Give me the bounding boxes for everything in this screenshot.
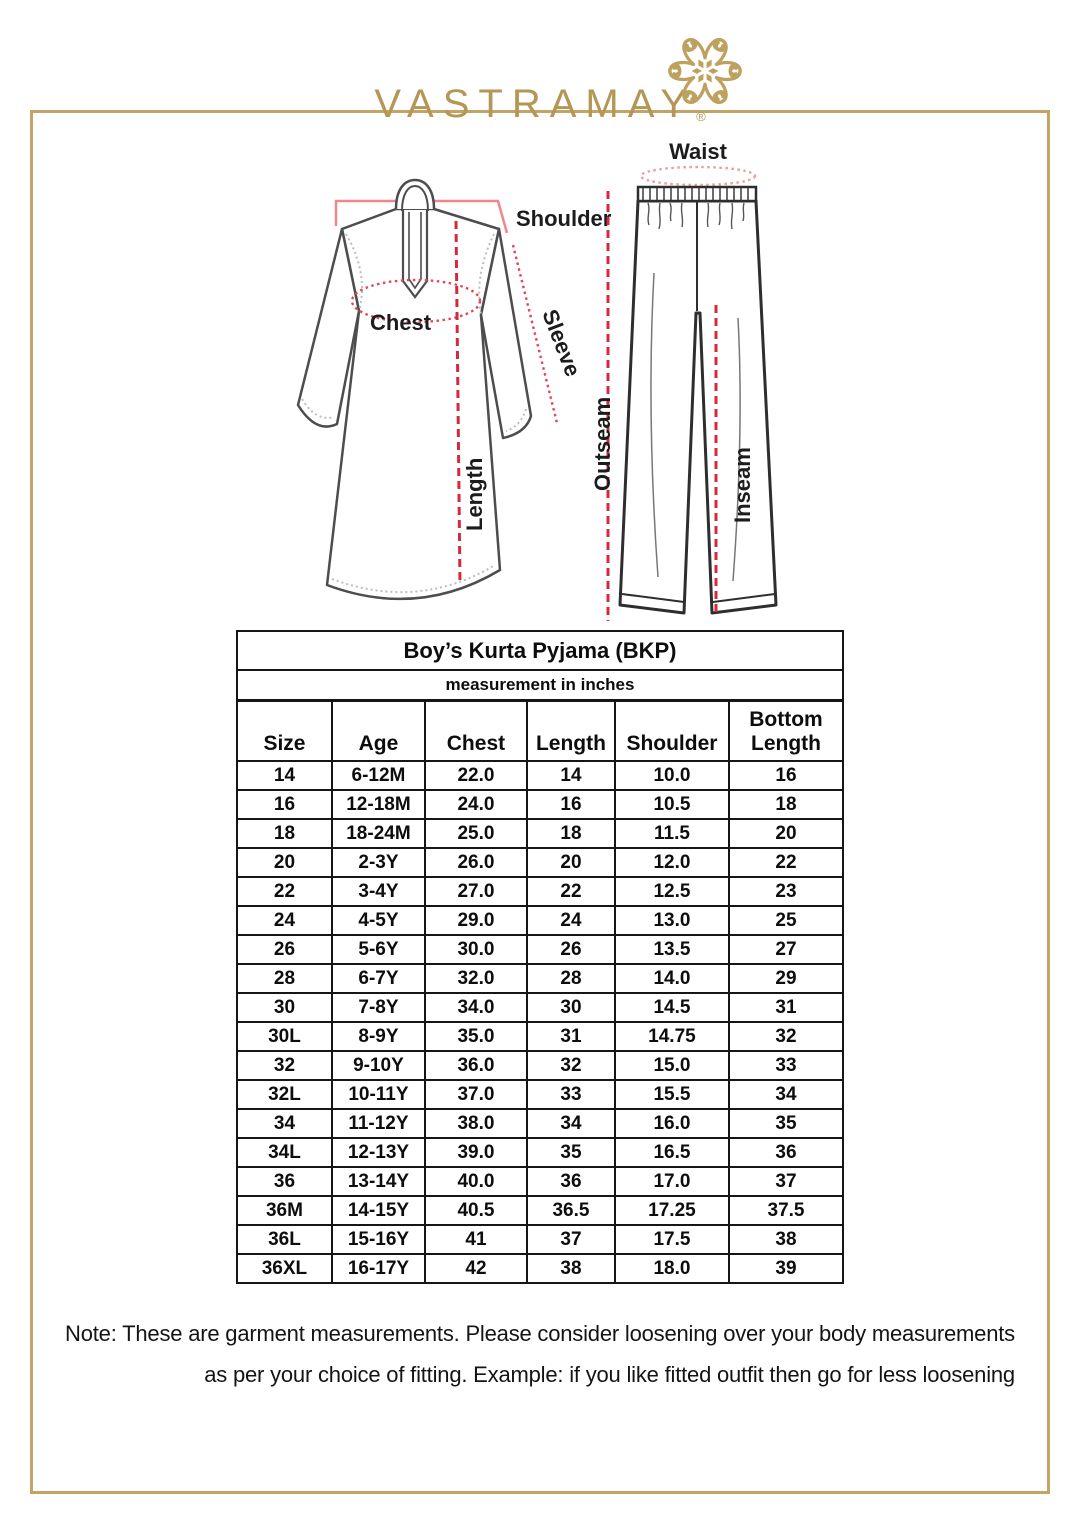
table-cell: 36L <box>237 1225 332 1254</box>
table-cell: 15.0 <box>615 1051 729 1080</box>
size-chart-page <box>0 82 1080 1395</box>
table-cell: 34L <box>237 1138 332 1167</box>
table-cell: 27.0 <box>425 877 527 906</box>
table-cell: 35 <box>729 1109 843 1138</box>
table-cell: 39.0 <box>425 1138 527 1167</box>
column-header-shoulder: Shoulder <box>615 701 729 762</box>
column-header-age: Age <box>332 701 425 762</box>
table-cell: 36M <box>237 1196 332 1225</box>
table-cell: 41 <box>425 1225 527 1254</box>
table-cell: 12.0 <box>615 848 729 877</box>
table-cell: 28 <box>237 964 332 993</box>
table-row <box>237 819 843 848</box>
table-cell: 34 <box>527 1109 615 1138</box>
table-cell: 34.0 <box>425 993 527 1022</box>
table-row <box>237 1196 843 1225</box>
table-cell: 6-12M <box>332 761 425 790</box>
table-cell: 38 <box>527 1254 615 1283</box>
table-cell: 7-8Y <box>332 993 425 1022</box>
table-cell: 26.0 <box>425 848 527 877</box>
table-cell: 32 <box>527 1051 615 1080</box>
table-cell: 4-5Y <box>332 906 425 935</box>
table-cell: 14-15Y <box>332 1196 425 1225</box>
table-cell: 32.0 <box>425 964 527 993</box>
table-row <box>237 1254 843 1283</box>
table-cell: 36 <box>237 1167 332 1196</box>
table-cell: 22.0 <box>425 761 527 790</box>
table-cell: 34 <box>237 1109 332 1138</box>
table-cell: 26 <box>237 935 332 964</box>
table-cell: 38 <box>729 1225 843 1254</box>
table-cell: 33 <box>729 1051 843 1080</box>
table-cell: 16 <box>527 790 615 819</box>
table-title: Boy’s Kurta Pyjama (BKP) <box>237 631 843 670</box>
table-row <box>237 1022 843 1051</box>
table-cell: 36 <box>729 1138 843 1167</box>
column-header-bottom-length: Bottom Length <box>729 701 843 762</box>
table-cell: 32 <box>729 1022 843 1051</box>
table-cell: 11.5 <box>615 819 729 848</box>
table-cell: 30L <box>237 1022 332 1051</box>
table-cell: 36.5 <box>527 1196 615 1225</box>
table-row <box>237 1080 843 1109</box>
table-cell: 16.0 <box>615 1109 729 1138</box>
table-row <box>237 1109 843 1138</box>
table-cell: 25.0 <box>425 819 527 848</box>
table-cell: 13.0 <box>615 906 729 935</box>
table-cell: 20 <box>527 848 615 877</box>
kurta-diagram <box>298 180 612 599</box>
table-cell: 12-13Y <box>332 1138 425 1167</box>
brand-wordmark: VASTRAMAY <box>374 82 697 126</box>
table-cell: 29 <box>729 964 843 993</box>
table-row <box>237 877 843 906</box>
waist-measure-ellipse <box>641 167 755 185</box>
table-row <box>237 1225 843 1254</box>
table-cell: 16 <box>237 790 332 819</box>
table-cell: 18-24M <box>332 819 425 848</box>
table-cell: 35 <box>527 1138 615 1167</box>
table-cell: 18 <box>527 819 615 848</box>
table-cell: 6-7Y <box>332 964 425 993</box>
table-cell: 8-9Y <box>332 1022 425 1051</box>
table-row <box>237 1167 843 1196</box>
note-line-2: as per your choice of fitting. Example: if you like fitted outfit then go for less loosening <box>204 1361 1015 1387</box>
table-cell: 10.5 <box>615 790 729 819</box>
table-cell: 40.0 <box>425 1167 527 1196</box>
size-table <box>236 630 844 1284</box>
table-cell: 26 <box>527 935 615 964</box>
table-cell: 28 <box>527 964 615 993</box>
table-cell: 22 <box>237 877 332 906</box>
table-cell: 5-6Y <box>332 935 425 964</box>
table-cell: 31 <box>729 993 843 1022</box>
waist-label: Waist <box>669 139 727 164</box>
table-subtitle: measurement in inches <box>237 670 843 701</box>
table-title-row <box>237 631 843 670</box>
table-cell: 13-14Y <box>332 1167 425 1196</box>
table-cell: 13.5 <box>615 935 729 964</box>
table-cell: 12.5 <box>615 877 729 906</box>
table-cell: 16-17Y <box>332 1254 425 1283</box>
table-cell: 30 <box>237 993 332 1022</box>
table-cell: 32 <box>237 1051 332 1080</box>
table-row <box>237 964 843 993</box>
table-cell: 31 <box>527 1022 615 1051</box>
table-cell: 34 <box>729 1080 843 1109</box>
kurta-placket <box>403 210 427 297</box>
table-cell: 38.0 <box>425 1109 527 1138</box>
brand-mandala-icon <box>664 30 746 112</box>
garment-diagram-svg <box>270 133 810 633</box>
table-cell: 14.0 <box>615 964 729 993</box>
table-cell: 14 <box>527 761 615 790</box>
table-cell: 39 <box>729 1254 843 1283</box>
table-cell: 33 <box>527 1080 615 1109</box>
table-cell: 10.0 <box>615 761 729 790</box>
column-header-size: Size <box>237 701 332 762</box>
table-cell: 14.5 <box>615 993 729 1022</box>
table-cell: 16 <box>729 761 843 790</box>
table-cell: 18 <box>237 819 332 848</box>
table-cell: 17.0 <box>615 1167 729 1196</box>
shoulder-label: Shoulder <box>516 206 612 231</box>
table-cell: 35.0 <box>425 1022 527 1051</box>
table-cell: 40.5 <box>425 1196 527 1225</box>
table-cell: 16.5 <box>615 1138 729 1167</box>
table-cell: 36XL <box>237 1254 332 1283</box>
note-line-1: Note: These are garment measurements. Please consider loosening over your body measurements <box>65 1321 1015 1347</box>
table-cell: 20 <box>729 819 843 848</box>
table-header-row <box>237 701 843 762</box>
table-cell: 24 <box>237 906 332 935</box>
table-cell: 15.5 <box>615 1080 729 1109</box>
inseam-label: Inseam <box>730 447 755 523</box>
outseam-label: Outseam <box>590 396 615 491</box>
table-cell: 14 <box>237 761 332 790</box>
table-cell: 10-11Y <box>332 1080 425 1109</box>
table-cell: 25 <box>729 906 843 935</box>
waistband <box>638 187 756 201</box>
table-cell: 29.0 <box>425 906 527 935</box>
table-cell: 37.5 <box>729 1196 843 1225</box>
table-cell: 30.0 <box>425 935 527 964</box>
table-row <box>237 790 843 819</box>
measurement-diagram <box>270 133 810 638</box>
table-row <box>237 761 843 790</box>
table-row <box>237 1138 843 1167</box>
table-cell: 22 <box>527 877 615 906</box>
table-cell: 24.0 <box>425 790 527 819</box>
sleeve-label: Sleeve <box>537 305 586 380</box>
table-cell: 2-3Y <box>332 848 425 877</box>
table-cell: 37.0 <box>425 1080 527 1109</box>
table-cell: 22 <box>729 848 843 877</box>
table-cell: 17.25 <box>615 1196 729 1225</box>
table-cell: 24 <box>527 906 615 935</box>
table-cell: 14.75 <box>615 1022 729 1051</box>
table-cell: 15-16Y <box>332 1225 425 1254</box>
table-cell: 9-10Y <box>332 1051 425 1080</box>
table-cell: 18 <box>729 790 843 819</box>
table-cell: 42 <box>425 1254 527 1283</box>
table-row <box>237 906 843 935</box>
length-label: Length <box>462 457 487 531</box>
table-cell: 12-18M <box>332 790 425 819</box>
table-cell: 18.0 <box>615 1254 729 1283</box>
table-subtitle-row <box>237 670 843 701</box>
table-cell: 3-4Y <box>332 877 425 906</box>
table-row <box>237 1051 843 1080</box>
table-cell: 36.0 <box>425 1051 527 1080</box>
table-cell: 36 <box>527 1167 615 1196</box>
column-header-chest: Chest <box>425 701 527 762</box>
table-cell: 20 <box>237 848 332 877</box>
registered-trademark-icon: ® <box>696 109 706 124</box>
table-cell: 17.5 <box>615 1225 729 1254</box>
brand-logo <box>374 82 705 127</box>
note <box>65 1314 1015 1395</box>
table-row <box>237 848 843 877</box>
table-row <box>237 935 843 964</box>
chest-label: Chest <box>370 310 432 335</box>
table-row <box>237 993 843 1022</box>
table-cell: 30 <box>527 993 615 1022</box>
table-cell: 23 <box>729 877 843 906</box>
table-cell: 37 <box>729 1167 843 1196</box>
pyjama-diagram <box>590 139 776 621</box>
size-table-section <box>0 630 1080 1284</box>
table-cell: 27 <box>729 935 843 964</box>
table-cell: 32L <box>237 1080 332 1109</box>
table-cell: 37 <box>527 1225 615 1254</box>
table-cell: 11-12Y <box>332 1109 425 1138</box>
column-header-length: Length <box>527 701 615 762</box>
